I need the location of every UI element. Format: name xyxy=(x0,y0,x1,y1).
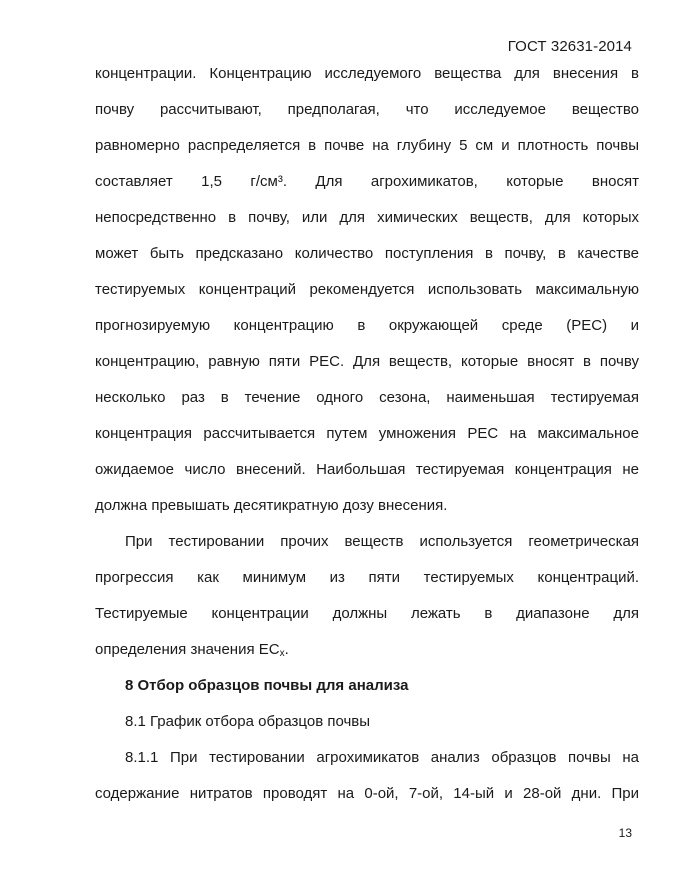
page-number: 13 xyxy=(618,826,632,840)
text-line: несколько раз в течение одного сезона, наименьшая тестируемая xyxy=(95,389,639,406)
text-line: концентрацию, равную пяти PEC. Для веществ, которые вносят в почву xyxy=(95,353,639,370)
page-body xyxy=(95,56,639,812)
text-line: почву рассчитывают, предполагая, что исследуемое вещество xyxy=(95,101,639,118)
text-line xyxy=(95,632,639,668)
paragraph-sampling-schedule xyxy=(95,740,639,812)
document-code-header: ГОСТ 32631-2014 xyxy=(507,38,632,55)
ecx-prefix: определения значения EC xyxy=(95,641,280,658)
paragraph-test-concentrations xyxy=(95,56,639,524)
text-line: равномерно распределяется в почве на глубину 5 см и плотность почвы xyxy=(95,137,639,154)
text-line: прогрессия как минимум из пяти тестируемых концентраций. xyxy=(95,569,639,586)
ecx-suffix: . xyxy=(284,641,289,658)
text-line: 8.1.1 При тестировании агрохимикатов анализ образцов почвы на xyxy=(125,749,639,766)
text-line: тестируемых концентраций рекомендуется использовать максимальную xyxy=(95,281,639,298)
section-heading: 8 Отбор образцов почвы для анализа xyxy=(125,677,409,694)
text-line: Тестируемые концентрации должны лежать в диапазоне для xyxy=(95,605,639,622)
text-line: прогнозируемую концентрацию в окружающей среде (PEC) и xyxy=(95,317,639,334)
text-line: ожидаемое число внесений. Наибольшая тестируемая концентрация не xyxy=(95,461,639,478)
text-line: концентрация рассчитывается путем умножения PEC на максимальное xyxy=(95,425,639,442)
subsection-heading: 8.1 График отбора образцов почвы xyxy=(125,713,371,730)
paragraph-geometric-progression xyxy=(95,524,639,668)
text-line: составляет 1,5 г/см³. Для агрохимикатов, которые вносят xyxy=(95,173,639,190)
ecx-subscript: x xyxy=(279,648,285,659)
text-line: содержание нитратов проводят на 0-ой, 7-ой, 14-ый и 28-ой дни. При xyxy=(95,785,639,802)
text-line: непосредственно в почву, или для химических веществ, для которых xyxy=(95,209,639,226)
text-line: может быть предсказано количество поступления в почву, в качестве xyxy=(95,245,639,262)
text-line: должна превышать десятикратную дозу внесения. xyxy=(95,497,448,514)
text-line: концентрации. Концентрацию исследуемого вещества для внесения в xyxy=(95,65,639,82)
text-line: При тестировании прочих веществ используется геометрическая xyxy=(125,533,639,550)
